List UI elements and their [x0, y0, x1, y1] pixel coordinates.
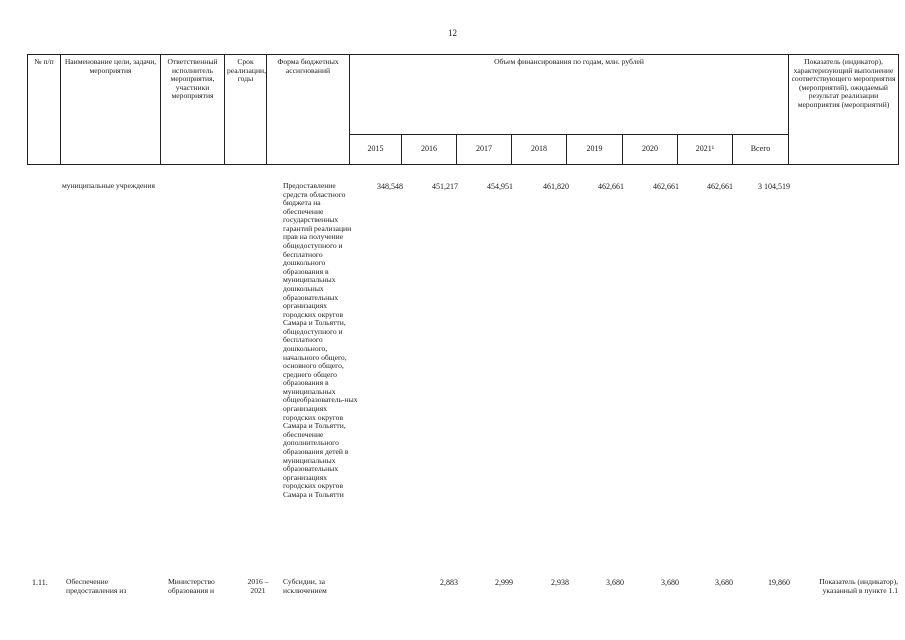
header-executor: Ответственный исполнитель мероприятия, участники мероприятия: [161, 55, 225, 165]
row1-value-2018: 461,820: [543, 182, 569, 191]
header-year: 2016: [402, 135, 457, 165]
row2-value-2020: 3,680: [661, 578, 679, 587]
row2-value-2016: 2,883: [440, 578, 458, 587]
row2-value-2018: 2,938: [551, 578, 569, 587]
row1-value-2021: 462,661: [707, 182, 733, 191]
row2-term: 2016 – 2021: [247, 577, 269, 595]
header-year: 2018: [512, 135, 567, 165]
row2-name: Обеспечение предоставления из: [66, 577, 127, 595]
header-year: 2017: [457, 135, 512, 165]
row1-form: Предоставление средств областного бюджета на обеспечение государственных гарантий реализации прав на получение общедоступного и бесплатного дошкольного образования в муниципальных дошкольных образовательных организациях городских округов Самара и Тольятти, общедоступного и бесплатного дошкольного, начального общего, основного общего, среднего общего образования в муниципальных общеобразователь-ных организациях городских округов Самара и Тольятти, обеспечение дополнительного образования детей в муниципальных образовательных организациях городских округов Самара и Тольятти: [283, 181, 358, 499]
header-year: 2020: [623, 135, 678, 165]
row1-name: муниципальные учреждения: [62, 181, 155, 190]
header-term: Срок реализации, годы: [225, 55, 267, 165]
header-year: 2021¹: [678, 135, 733, 165]
row1-value-2019: 462,661: [598, 182, 624, 191]
header-name: Наименование цели, задачи, мероприятия: [61, 55, 161, 165]
row2-num: 1.11.: [32, 578, 48, 587]
header-year: 2015: [350, 135, 402, 165]
row2-indicator: Показатель (индикатор), указанный в пункте 1.1: [819, 577, 898, 595]
row1-value-total: 3 104,519: [758, 182, 790, 191]
header-indicator: Показатель (индикатор), характеризующий выполнение соответствующего мероприятия (мероприятий), ожидаемый результат реализации мероприятия (мероприятий): [789, 55, 899, 165]
row2-value-2017: 2,999: [495, 578, 513, 587]
header-num: № п/п: [28, 55, 61, 165]
row2-form: Субсидии, за исключением: [283, 577, 327, 595]
header-total: Всего: [733, 135, 789, 165]
page-number: 12: [448, 28, 457, 38]
row2-value-total: 19,860: [768, 578, 790, 587]
row1-value-2016: 451,217: [432, 182, 458, 191]
header-volume: Объем финансирования по годам, млн. рублей: [350, 55, 789, 135]
row2-value-2021: 3,680: [715, 578, 733, 587]
row1-value-2020: 462,661: [653, 182, 679, 191]
row2-executor: Министерство образования и: [168, 577, 215, 595]
row2-value-2019: 3,680: [606, 578, 624, 587]
row1-value-2017: 454,951: [487, 182, 513, 191]
row1-value-2015: 348,548: [377, 182, 403, 191]
header-year: 2019: [567, 135, 623, 165]
table-header: [27, 54, 899, 165]
header-form: Форма бюджетных ассигнований: [267, 55, 350, 165]
